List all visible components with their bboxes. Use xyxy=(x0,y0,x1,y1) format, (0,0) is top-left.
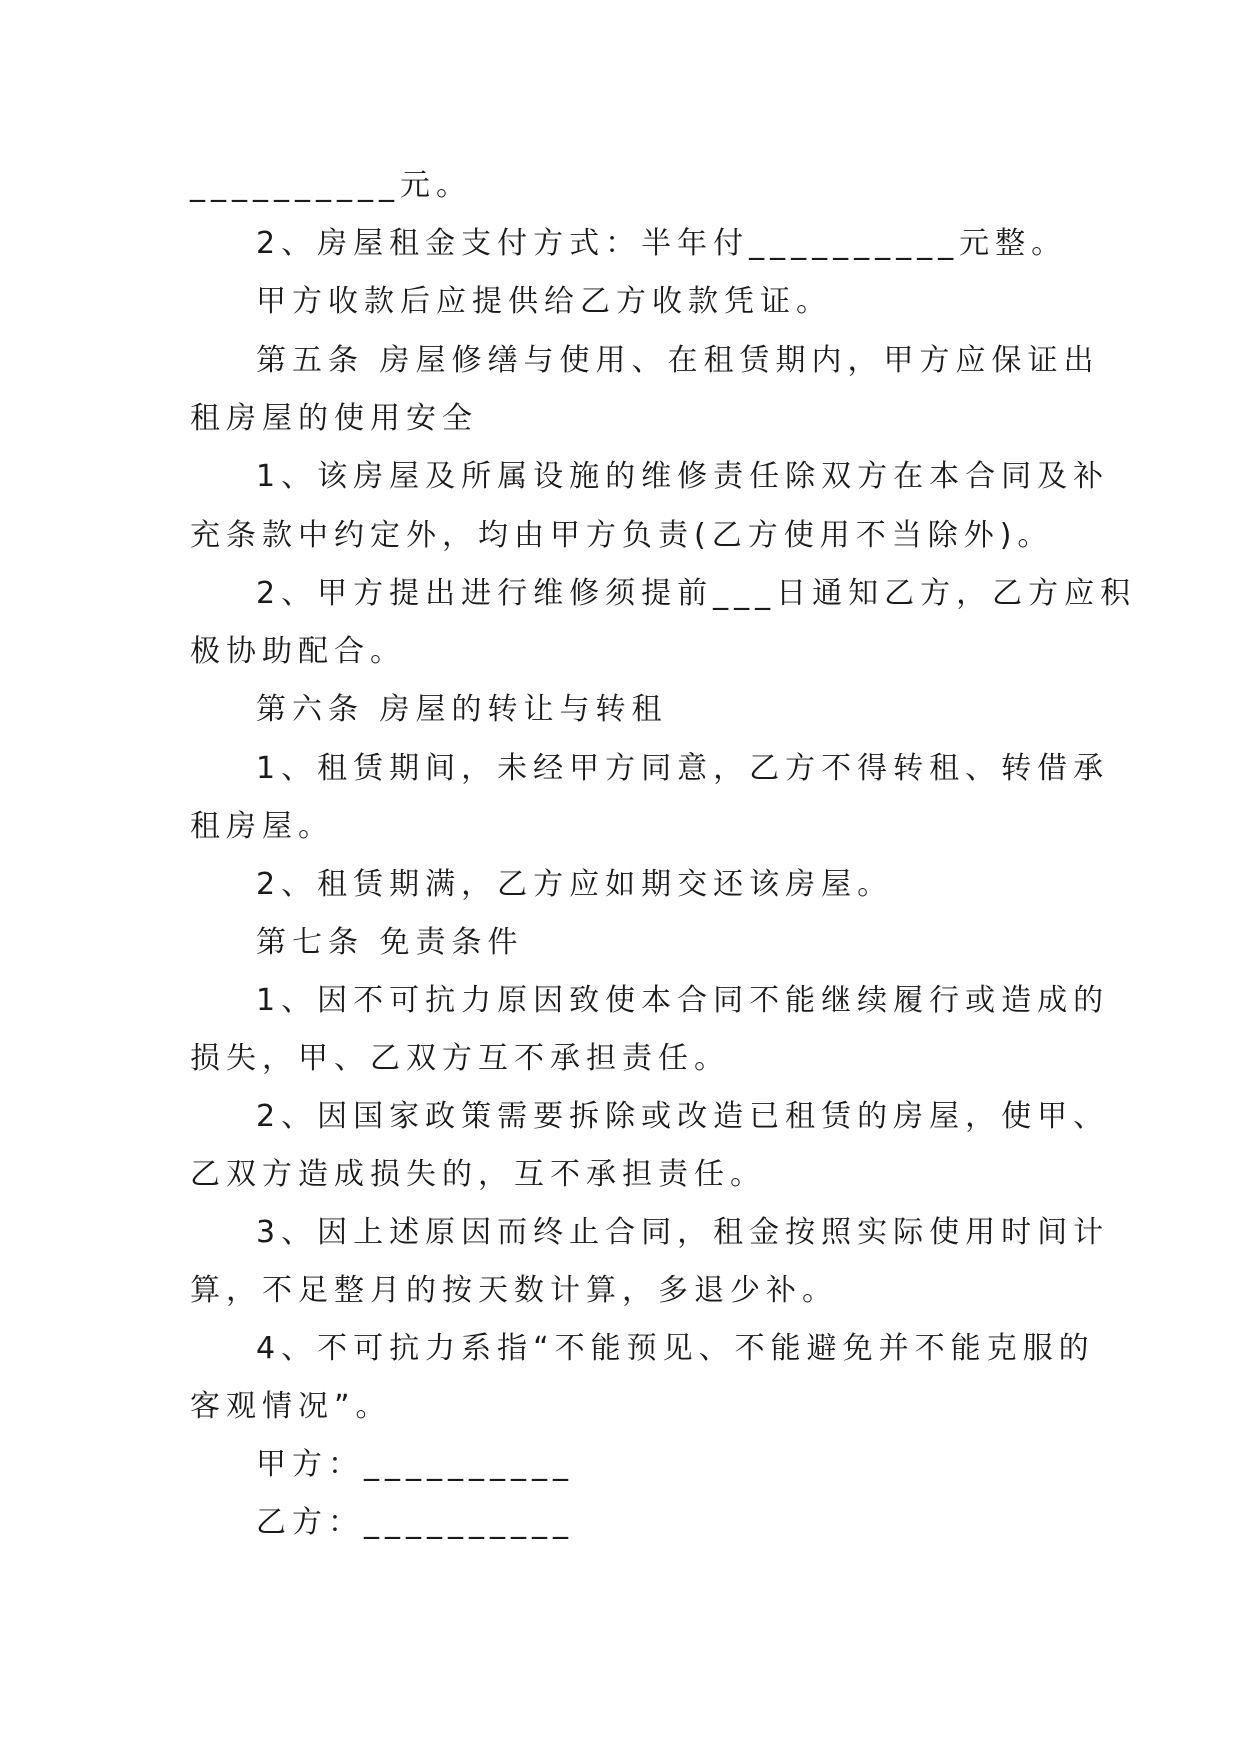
section-heading: 第五条 房屋修缮与使用、在租赁期内，甲方应保证出 xyxy=(256,343,1100,378)
section-heading: 第六条 房屋的转让与转租 xyxy=(256,692,668,727)
party-b-signature-line: 乙方：__________ xyxy=(256,1505,574,1540)
text-line: 租房屋的使用安全 xyxy=(190,401,478,436)
text-line: 2、甲方提出进行维修须提前___日通知乙方，乙方应积 xyxy=(256,576,1137,611)
section-heading: 第七条 免责条件 xyxy=(256,925,524,960)
text-line: 4、不可抗力系指“不能预见、不能避免并不能克服的 xyxy=(256,1331,1095,1366)
text-line: 租房屋。 xyxy=(190,809,334,844)
text-line: 极协助配合。 xyxy=(190,634,406,669)
party-a-signature-line: 甲方：__________ xyxy=(256,1447,574,1482)
text-line: 3、因上述原因而终止合同，租金按照实际使用时间计 xyxy=(256,1215,1110,1250)
text-line: 客观情况”。 xyxy=(190,1389,392,1424)
text-line: 乙双方造成损失的，互不承担责任。 xyxy=(190,1157,766,1192)
text-line: 损失，甲、乙双方互不承担责任。 xyxy=(190,1041,730,1076)
text-line: 2、因国家政策需要拆除或改造已租赁的房屋，使甲、 xyxy=(256,1099,1110,1134)
text-line: 2、房屋租金支付方式：半年付__________元整。 xyxy=(256,226,1068,261)
text-line: 充条款中约定外，均由甲方负责(乙方使用不当除外)。 xyxy=(190,518,1054,553)
text-line: 甲方收款后应提供给乙方收款凭证。 xyxy=(256,284,832,319)
text-line: 1、因不可抗力原因致使本合同不能继续履行或造成的 xyxy=(256,983,1110,1018)
text-line: 1、该房屋及所属设施的维修责任除双方在本合同及补 xyxy=(256,459,1110,494)
text-line: 算，不足整月的按天数计算，多退少补。 xyxy=(190,1273,838,1308)
text-line: __________元。 xyxy=(190,168,472,203)
text-line: 1、租赁期间，未经甲方同意，乙方不得转租、转借承 xyxy=(256,751,1110,786)
text-line: 2、租赁期满，乙方应如期交还该房屋。 xyxy=(256,867,894,902)
